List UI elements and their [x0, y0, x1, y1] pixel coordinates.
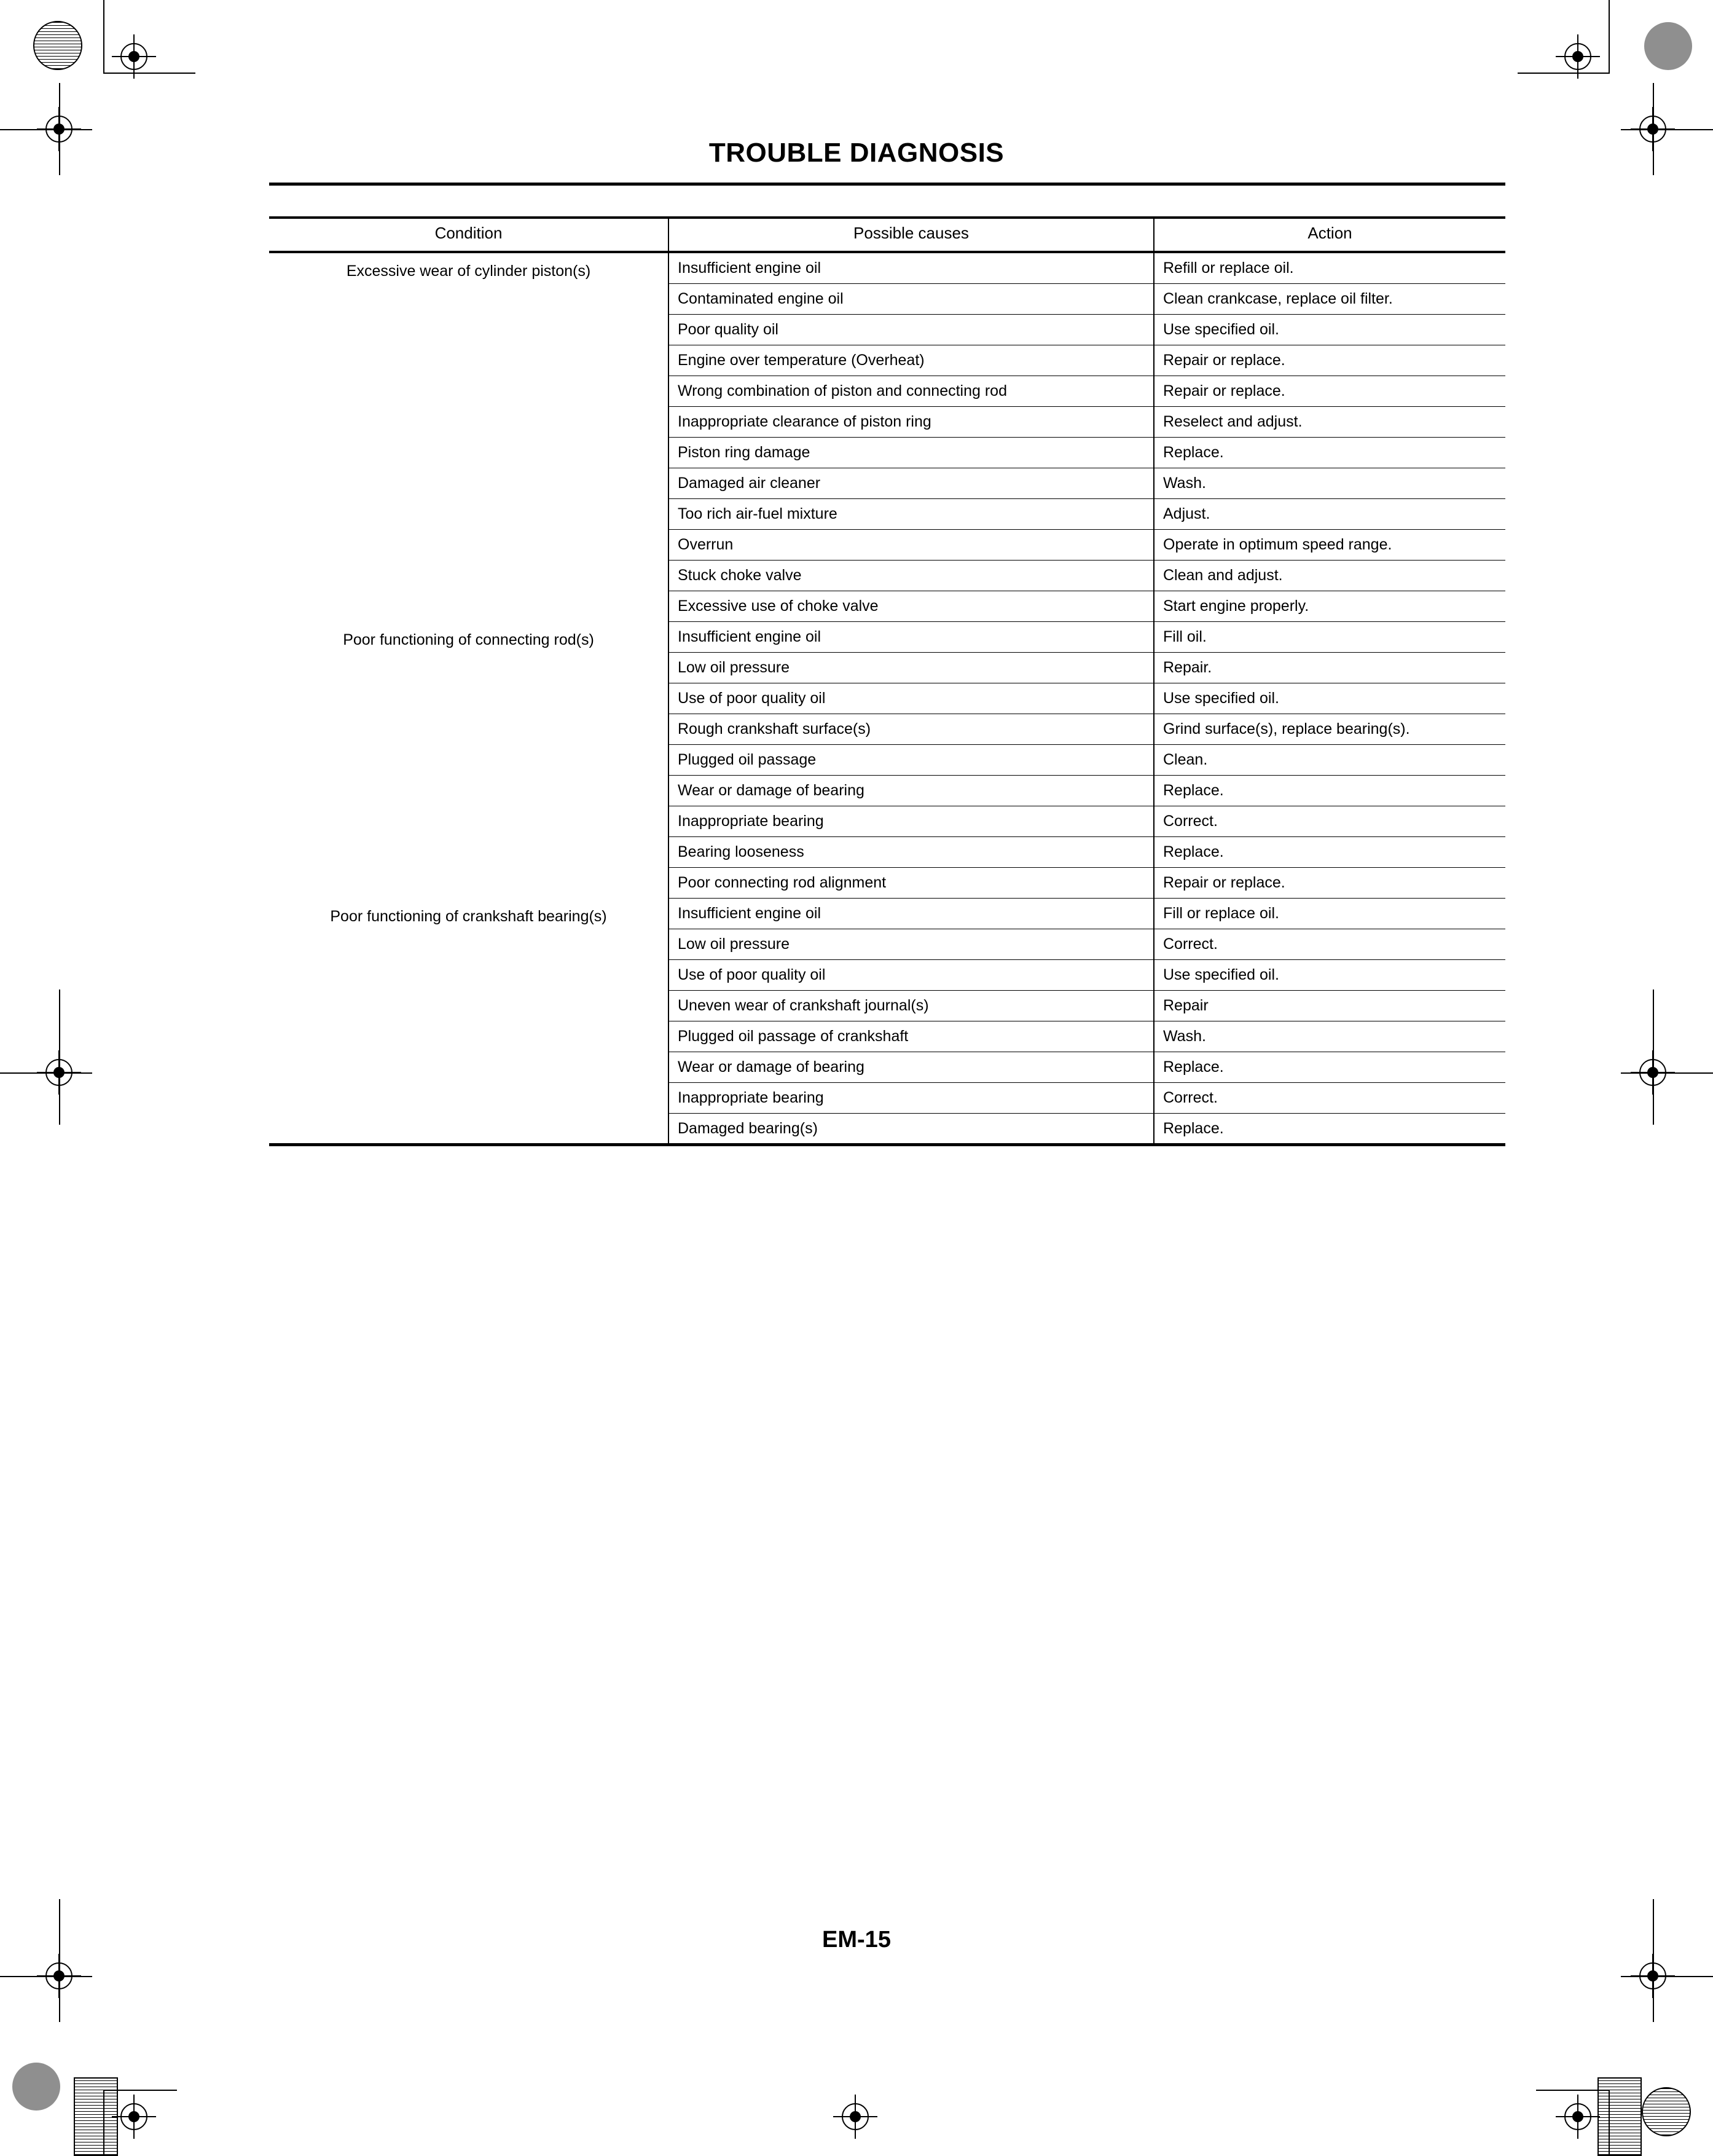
cell-possible-cause: Wear or damage of bearing [668, 776, 1154, 806]
page-title: TROUBLE DIAGNOSIS [708, 138, 1005, 168]
registration-target-right-middle [1639, 1059, 1666, 1086]
printer-hatch-circle-bottomright [1642, 2087, 1691, 2136]
title-underline-rule [269, 183, 1505, 186]
gray-dot-top-right [1644, 22, 1692, 70]
cell-condition: Excessive wear of cylinder piston(s) [346, 262, 591, 280]
registration-target-bottom-left-corner [120, 2103, 147, 2130]
cell-action: Operate in optimum speed range. [1154, 530, 1505, 561]
cell-action: Use specified oil. [1154, 683, 1505, 714]
crop-mark-vertical-topleft [103, 0, 104, 73]
cell-action: Replace. [1154, 776, 1505, 806]
cell-action: Replace. [1154, 1114, 1505, 1144]
crop-mark-horizontal-bottomright-corner [1536, 2090, 1610, 2091]
cell-possible-cause: Engine over temperature (Overheat) [668, 345, 1154, 376]
cell-possible-cause: Insufficient engine oil [668, 252, 1154, 284]
cell-possible-cause: Rough crankshaft surface(s) [668, 714, 1154, 745]
cell-possible-cause: Uneven wear of crankshaft journal(s) [668, 991, 1154, 1021]
cell-action: Clean. [1154, 745, 1505, 776]
registration-target-bottom-right [1639, 1962, 1666, 1989]
cell-possible-cause: Insufficient engine oil [668, 899, 1154, 929]
crop-mark-vertical-bottomleft-corner [103, 2090, 104, 2156]
gray-dot-bottom-left [12, 2063, 60, 2111]
cell-possible-cause: Piston ring damage [668, 438, 1154, 468]
cell-possible-cause: Inappropriate bearing [668, 1083, 1154, 1114]
table-row [269, 899, 1505, 929]
cell-action: Grind surface(s), replace bearing(s). [1154, 714, 1505, 745]
cell-action: Clean crankcase, replace oil filter. [1154, 284, 1505, 315]
cell-condition: Poor functioning of connecting rod(s) [343, 631, 594, 648]
trouble-diagnosis-table [269, 216, 1505, 1144]
cell-possible-cause: Stuck choke valve [668, 561, 1154, 591]
cell-possible-cause: Insufficient engine oil [668, 622, 1154, 653]
cell-possible-cause: Wrong combination of piston and connecting rod [668, 376, 1154, 407]
column-header-action: Action [1154, 216, 1505, 252]
cell-action: Use specified oil. [1154, 315, 1505, 345]
cell-action: Adjust. [1154, 499, 1505, 530]
table-body [269, 252, 1505, 1144]
cell-possible-cause: Bearing looseness [668, 837, 1154, 868]
cell-condition: Poor functioning of crankshaft bearing(s) [330, 907, 607, 925]
column-header-possible-causes: Possible causes [668, 216, 1154, 252]
cell-possible-cause: Low oil pressure [668, 653, 1154, 683]
cell-possible-cause: Use of poor quality oil [668, 683, 1154, 714]
cell-action: Wash. [1154, 468, 1505, 499]
table-row [269, 622, 1505, 653]
cell-action: Repair [1154, 991, 1505, 1021]
registration-target-bottom-left [45, 1962, 73, 1989]
cell-possible-cause: Wear or damage of bearing [668, 1052, 1154, 1083]
cell-possible-cause: Damaged bearing(s) [668, 1114, 1154, 1144]
column-header-condition: Condition [269, 216, 668, 252]
crop-mark-horizontal-topright [1518, 73, 1610, 74]
cell-action: Clean and adjust. [1154, 561, 1505, 591]
cell-possible-cause: Contaminated engine oil [668, 284, 1154, 315]
registration-target-top-left [120, 43, 147, 70]
registration-target-top-right [1564, 43, 1591, 70]
printer-hatch-circle-topleft [33, 21, 82, 70]
cell-action: Repair or replace. [1154, 376, 1505, 407]
table-bottom-rule [269, 1143, 1505, 1146]
cell-action: Start engine properly. [1154, 591, 1505, 622]
cell-action: Repair. [1154, 653, 1505, 683]
cell-action: Repair or replace. [1154, 345, 1505, 376]
table-header-row [269, 216, 1505, 252]
crop-mark-vertical-topright [1609, 0, 1610, 73]
cell-possible-cause: Inappropriate bearing [668, 806, 1154, 837]
cell-possible-cause: Poor connecting rod alignment [668, 868, 1154, 899]
crop-mark-horizontal-topleft [103, 73, 195, 74]
cell-action: Fill or replace oil. [1154, 899, 1505, 929]
crop-mark-horizontal-bottomleft-corner [103, 2090, 177, 2091]
registration-target-bottom-right-corner [1564, 2103, 1591, 2130]
table-row [269, 252, 1505, 284]
cell-possible-cause: Too rich air-fuel mixture [668, 499, 1154, 530]
cell-possible-cause: Excessive use of choke valve [668, 591, 1154, 622]
cell-action: Use specified oil. [1154, 960, 1505, 991]
cell-possible-cause: Overrun [668, 530, 1154, 561]
table-header [269, 216, 1505, 252]
cell-action: Replace. [1154, 837, 1505, 868]
cell-possible-cause: Low oil pressure [668, 929, 1154, 960]
cell-action: Correct. [1154, 929, 1505, 960]
cell-action: Fill oil. [1154, 622, 1505, 653]
cell-possible-cause: Damaged air cleaner [668, 468, 1154, 499]
cell-action: Replace. [1154, 438, 1505, 468]
cell-action: Wash. [1154, 1021, 1505, 1052]
crop-mark-vertical-bottomright-corner [1609, 2090, 1610, 2156]
cell-possible-cause: Plugged oil passage [668, 745, 1154, 776]
page-number: EM-15 [822, 1927, 891, 1953]
cell-action: Refill or replace oil. [1154, 252, 1505, 284]
cell-action: Correct. [1154, 806, 1505, 837]
registration-target-bottom-center [842, 2103, 869, 2130]
cell-action: Replace. [1154, 1052, 1505, 1083]
cell-possible-cause: Poor quality oil [668, 315, 1154, 345]
cell-action: Reselect and adjust. [1154, 407, 1505, 438]
cell-possible-cause: Use of poor quality oil [668, 960, 1154, 991]
registration-target-left-middle [45, 1059, 73, 1086]
cell-possible-cause: Plugged oil passage of crankshaft [668, 1021, 1154, 1052]
cell-possible-cause: Inappropriate clearance of piston ring [668, 407, 1154, 438]
cell-action: Correct. [1154, 1083, 1505, 1114]
cell-action: Repair or replace. [1154, 868, 1505, 899]
